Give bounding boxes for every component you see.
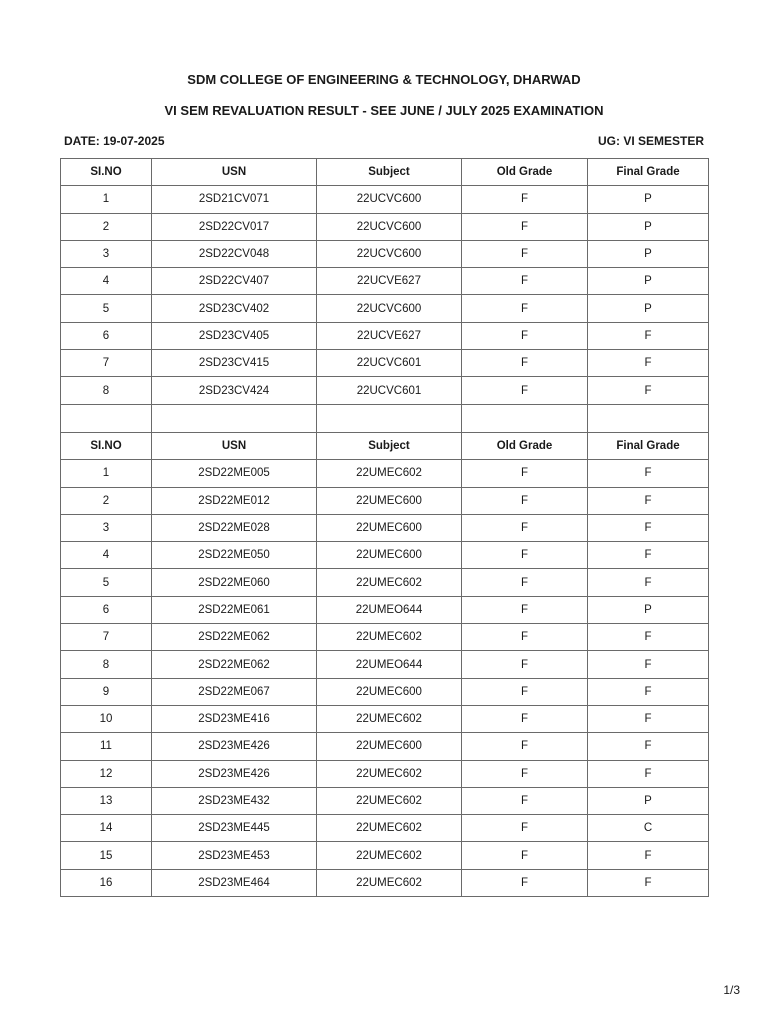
cell-subject: 22UMEC602	[317, 815, 462, 842]
cell-final-grade: F	[588, 569, 709, 596]
table-row	[61, 377, 709, 404]
table-row	[61, 624, 709, 651]
page-number: 1/3	[723, 983, 740, 997]
cell-si-no: 4	[61, 268, 152, 295]
mechanical-results-table	[60, 432, 709, 897]
cell-subject: 22UMEO644	[317, 596, 462, 623]
cell-subject: 22UMEC602	[317, 842, 462, 869]
empty-cell	[61, 404, 152, 432]
cell-subject: 22UMEC602	[317, 569, 462, 596]
table-row	[61, 678, 709, 705]
cell-old-grade: F	[462, 596, 588, 623]
header-final-grade: Final Grade	[588, 159, 709, 186]
empty-cell	[152, 404, 317, 432]
cell-subject: 22UMEC600	[317, 733, 462, 760]
cell-usn: 2SD22CV407	[152, 268, 317, 295]
cell-usn: 2SD22CV017	[152, 213, 317, 240]
cell-usn: 2SD23ME445	[152, 815, 317, 842]
cell-old-grade: F	[462, 569, 588, 596]
cell-old-grade: F	[462, 705, 588, 732]
header-subject: Subject	[317, 159, 462, 186]
cell-old-grade: F	[462, 240, 588, 267]
college-title: SDM COLLEGE OF ENGINEERING & TECHNOLOGY, DHARWAD	[187, 72, 581, 87]
cell-si-no: 14	[61, 815, 152, 842]
cell-subject: 22UMEO644	[317, 651, 462, 678]
cell-usn: 2SD23ME453	[152, 842, 317, 869]
cell-old-grade: F	[462, 869, 588, 896]
cell-si-no: 4	[61, 542, 152, 569]
cell-si-no: 3	[61, 514, 152, 541]
cell-subject: 22UCVE627	[317, 268, 462, 295]
cell-final-grade: F	[588, 733, 709, 760]
table-row	[61, 213, 709, 240]
table-row	[61, 350, 709, 377]
cell-subject: 22UCVC601	[317, 350, 462, 377]
cell-final-grade: F	[588, 542, 709, 569]
cell-usn: 2SD22ME062	[152, 651, 317, 678]
cell-si-no: 2	[61, 213, 152, 240]
cell-si-no: 6	[61, 596, 152, 623]
cell-old-grade: F	[462, 733, 588, 760]
cell-usn: 2SD22ME061	[152, 596, 317, 623]
table-row	[61, 869, 709, 896]
cell-si-no: 6	[61, 322, 152, 349]
cell-final-grade: F	[588, 760, 709, 787]
table-row	[61, 760, 709, 787]
cell-final-grade: F	[588, 350, 709, 377]
cell-final-grade: F	[588, 678, 709, 705]
header-old-grade: Old Grade	[462, 433, 588, 460]
cell-si-no: 7	[61, 350, 152, 377]
spacer-row	[61, 404, 709, 432]
cell-old-grade: F	[462, 213, 588, 240]
cell-si-no: 15	[61, 842, 152, 869]
table-row	[61, 487, 709, 514]
cell-usn: 2SD23ME426	[152, 733, 317, 760]
cell-final-grade: P	[588, 787, 709, 814]
cell-usn: 2SD22ME012	[152, 487, 317, 514]
cell-old-grade: F	[462, 787, 588, 814]
cell-usn: 2SD23ME416	[152, 705, 317, 732]
cell-subject: 22UCVC601	[317, 377, 462, 404]
table-row	[61, 460, 709, 487]
cell-si-no: 12	[61, 760, 152, 787]
cell-old-grade: F	[462, 542, 588, 569]
table-row	[61, 651, 709, 678]
cell-old-grade: F	[462, 815, 588, 842]
cell-usn: 2SD22ME050	[152, 542, 317, 569]
cell-si-no: 1	[61, 460, 152, 487]
cell-final-grade: F	[588, 705, 709, 732]
cell-usn: 2SD22ME005	[152, 460, 317, 487]
cell-si-no: 8	[61, 651, 152, 678]
cell-final-grade: F	[588, 460, 709, 487]
cell-subject: 22UMEC602	[317, 760, 462, 787]
cell-si-no: 7	[61, 624, 152, 651]
cell-si-no: 2	[61, 487, 152, 514]
cell-subject: 22UCVC600	[317, 295, 462, 322]
cell-final-grade: P	[588, 295, 709, 322]
cell-subject: 22UCVE627	[317, 322, 462, 349]
table-row	[61, 268, 709, 295]
cell-final-grade: F	[588, 322, 709, 349]
cell-si-no: 1	[61, 186, 152, 213]
table-row	[61, 842, 709, 869]
cell-usn: 2SD23CV402	[152, 295, 317, 322]
cell-final-grade: P	[588, 186, 709, 213]
header-subject: Subject	[317, 433, 462, 460]
cell-usn: 2SD22ME060	[152, 569, 317, 596]
cell-old-grade: F	[462, 842, 588, 869]
table-row	[61, 295, 709, 322]
table-row	[61, 787, 709, 814]
cell-old-grade: F	[462, 377, 588, 404]
cell-final-grade: F	[588, 377, 709, 404]
header-usn: USN	[152, 433, 317, 460]
cell-usn: 2SD23CV405	[152, 322, 317, 349]
header-final-grade: Final Grade	[588, 433, 709, 460]
cell-subject: 22UCVC600	[317, 186, 462, 213]
table-row	[61, 596, 709, 623]
cell-subject: 22UMEC602	[317, 787, 462, 814]
cell-subject: 22UCVC600	[317, 213, 462, 240]
cell-old-grade: F	[462, 350, 588, 377]
cell-old-grade: F	[462, 624, 588, 651]
cell-usn: 2SD22ME067	[152, 678, 317, 705]
cell-usn: 2SD23CV415	[152, 350, 317, 377]
cell-usn: 2SD22CV048	[152, 240, 317, 267]
empty-cell	[462, 404, 588, 432]
header-usn: USN	[152, 159, 317, 186]
cell-old-grade: F	[462, 295, 588, 322]
table-header-row	[61, 433, 709, 460]
cell-subject: 22UMEC602	[317, 624, 462, 651]
cell-usn: 2SD23ME426	[152, 760, 317, 787]
cell-subject: 22UMEC602	[317, 869, 462, 896]
cell-old-grade: F	[462, 651, 588, 678]
cell-final-grade: P	[588, 240, 709, 267]
table-row	[61, 240, 709, 267]
semester-label: UG: VI SEMESTER	[597, 134, 704, 148]
table-row	[61, 322, 709, 349]
exam-title: VI SEM REVALUATION RESULT - SEE JUNE / JULY 2025 EXAMINATION	[164, 103, 604, 118]
cell-usn: 2SD23ME432	[152, 787, 317, 814]
cell-final-grade: F	[588, 624, 709, 651]
cell-subject: 22UMEC600	[317, 678, 462, 705]
cell-si-no: 11	[61, 733, 152, 760]
table-row	[61, 186, 709, 213]
cell-subject: 22UCVC600	[317, 240, 462, 267]
cell-old-grade: F	[462, 460, 588, 487]
table-row	[61, 733, 709, 760]
cell-old-grade: F	[462, 186, 588, 213]
cell-final-grade: F	[588, 869, 709, 896]
table-row	[61, 542, 709, 569]
cell-usn: 2SD23CV424	[152, 377, 317, 404]
cell-si-no: 5	[61, 295, 152, 322]
civil-results-table	[60, 158, 709, 433]
cell-old-grade: F	[462, 268, 588, 295]
cell-old-grade: F	[462, 487, 588, 514]
cell-si-no: 5	[61, 569, 152, 596]
cell-final-grade: P	[588, 596, 709, 623]
cell-usn: 2SD23ME464	[152, 869, 317, 896]
cell-final-grade: P	[588, 268, 709, 295]
table-row	[61, 705, 709, 732]
cell-si-no: 13	[61, 787, 152, 814]
cell-old-grade: F	[462, 322, 588, 349]
table-row	[61, 514, 709, 541]
cell-subject: 22UMEC602	[317, 705, 462, 732]
cell-final-grade: F	[588, 487, 709, 514]
cell-final-grade: F	[588, 651, 709, 678]
cell-subject: 22UMEC602	[317, 460, 462, 487]
empty-cell	[588, 404, 709, 432]
table-row	[61, 815, 709, 842]
cell-si-no: 16	[61, 869, 152, 896]
cell-old-grade: F	[462, 514, 588, 541]
cell-subject: 22UMEC600	[317, 487, 462, 514]
cell-si-no: 8	[61, 377, 152, 404]
cell-old-grade: F	[462, 760, 588, 787]
empty-cell	[317, 404, 462, 432]
table-row	[61, 569, 709, 596]
header-old-grade: Old Grade	[462, 159, 588, 186]
cell-usn: 2SD22ME062	[152, 624, 317, 651]
cell-si-no: 9	[61, 678, 152, 705]
header-si-no: SI.NO	[61, 433, 152, 460]
cell-si-no: 10	[61, 705, 152, 732]
cell-final-grade: C	[588, 815, 709, 842]
cell-final-grade: P	[588, 213, 709, 240]
cell-subject: 22UMEC600	[317, 514, 462, 541]
table-header-row	[61, 159, 709, 186]
date-label: DATE: 19-07-2025	[64, 134, 165, 148]
cell-old-grade: F	[462, 678, 588, 705]
header-si-no: SI.NO	[61, 159, 152, 186]
cell-subject: 22UMEC600	[317, 542, 462, 569]
cell-final-grade: F	[588, 842, 709, 869]
cell-usn: 2SD21CV071	[152, 186, 317, 213]
cell-usn: 2SD22ME028	[152, 514, 317, 541]
cell-final-grade: F	[588, 514, 709, 541]
cell-si-no: 3	[61, 240, 152, 267]
